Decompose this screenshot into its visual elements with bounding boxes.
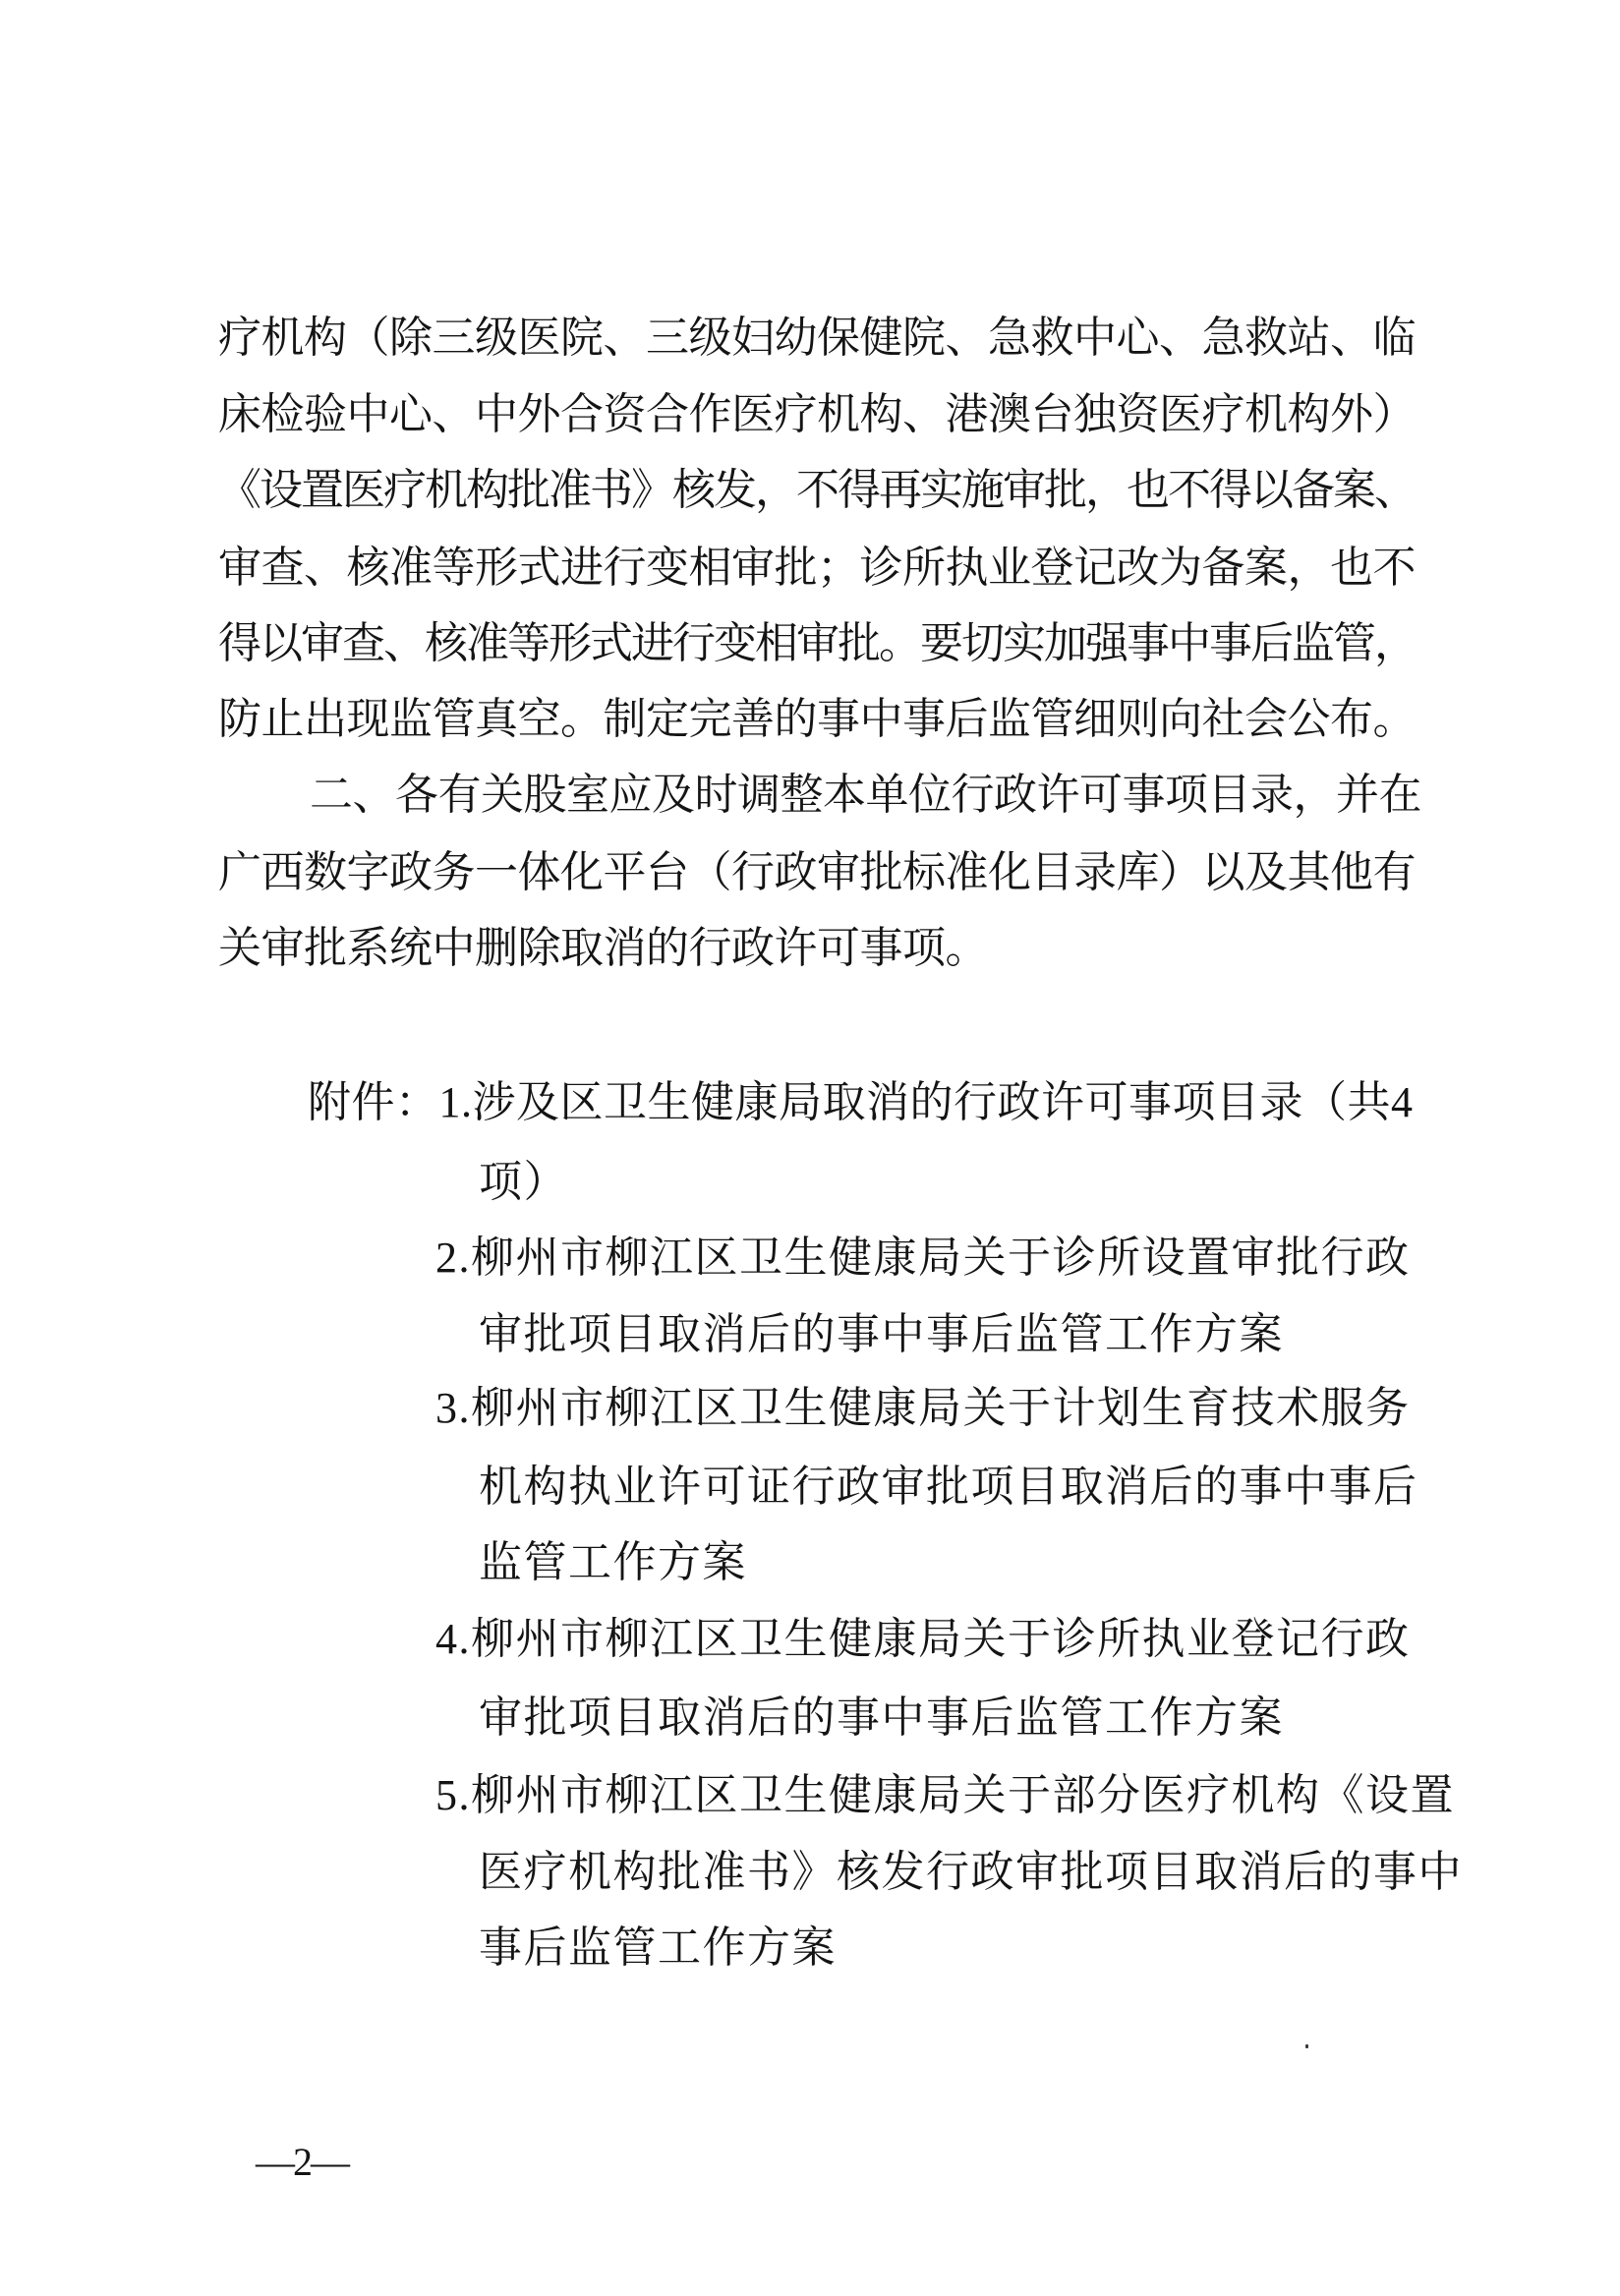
attachment-line: 事后监管工作方案 xyxy=(479,1923,837,1972)
paragraph-line: 防止出现监管真空。制定完善的事中事后监管细则向社会公布。 xyxy=(218,695,1416,743)
attachment-line: 审批项目取消后的事中事后监管工作方案 xyxy=(479,1693,1284,1742)
paragraph-line: 广西数字政务一体化平台（行政审批标准化目录库）以及其他有 xyxy=(218,848,1416,896)
paragraph-line: 得以审查、核准等形式进行变相审批。要切实加强事中事后监管， xyxy=(218,619,1416,667)
attachment-line: 机构执业许可证行政审批项目取消后的事中事后 xyxy=(479,1463,1418,1511)
paragraph-line: 二、各有关股室应及时调整本单位行政许可事项目录，并在 xyxy=(310,771,1421,819)
attachment-line: 5.柳州市柳江区卫生健康局关于部分医疗机构《设置 xyxy=(435,1771,1455,1819)
paragraph-line: 《设置医疗机构批准书》核发，不得再实施审批，也不得以备案、 xyxy=(218,466,1416,514)
attachment-header-line: 附件：1.涉及区卫生健康局取消的行政许可事项目录（共4 xyxy=(308,1078,1414,1126)
attachment-line: 3.柳州市柳江区卫生健康局关于计划生育技术服务 xyxy=(435,1384,1411,1432)
paragraph-line: 关审批系统中删除取消的行政许可事项。 xyxy=(218,924,988,972)
paragraph-line: 床检验中心、中外合资合作医疗机构、港澳台独资医疗机构外） xyxy=(218,390,1416,438)
paragraph-line: 疗机构（除三级医院、三级妇幼保健院、急救中心、急救站、临 xyxy=(218,314,1416,362)
attachment-line: 监管工作方案 xyxy=(479,1538,747,1586)
page-number: —2— xyxy=(256,2140,348,2184)
attachment-line: 4.柳州市柳江区卫生健康局关于诊所执业登记行政 xyxy=(435,1615,1411,1663)
attachment-line: 2.柳州市柳江区卫生健康局关于诊所设置审批行政 xyxy=(435,1234,1411,1282)
paragraph-line: 审查、核准等形式进行变相审批；诊所执业登记改为备案，也不 xyxy=(218,544,1416,592)
scan-artifact-dot xyxy=(1305,2044,1308,2048)
attachment-line: 项） xyxy=(479,1158,568,1206)
attachment-line: 审批项目取消后的事中事后监管工作方案 xyxy=(479,1310,1284,1358)
attachment-line: 医疗机构批准书》核发行政审批项目取消后的事中 xyxy=(479,1848,1463,1896)
